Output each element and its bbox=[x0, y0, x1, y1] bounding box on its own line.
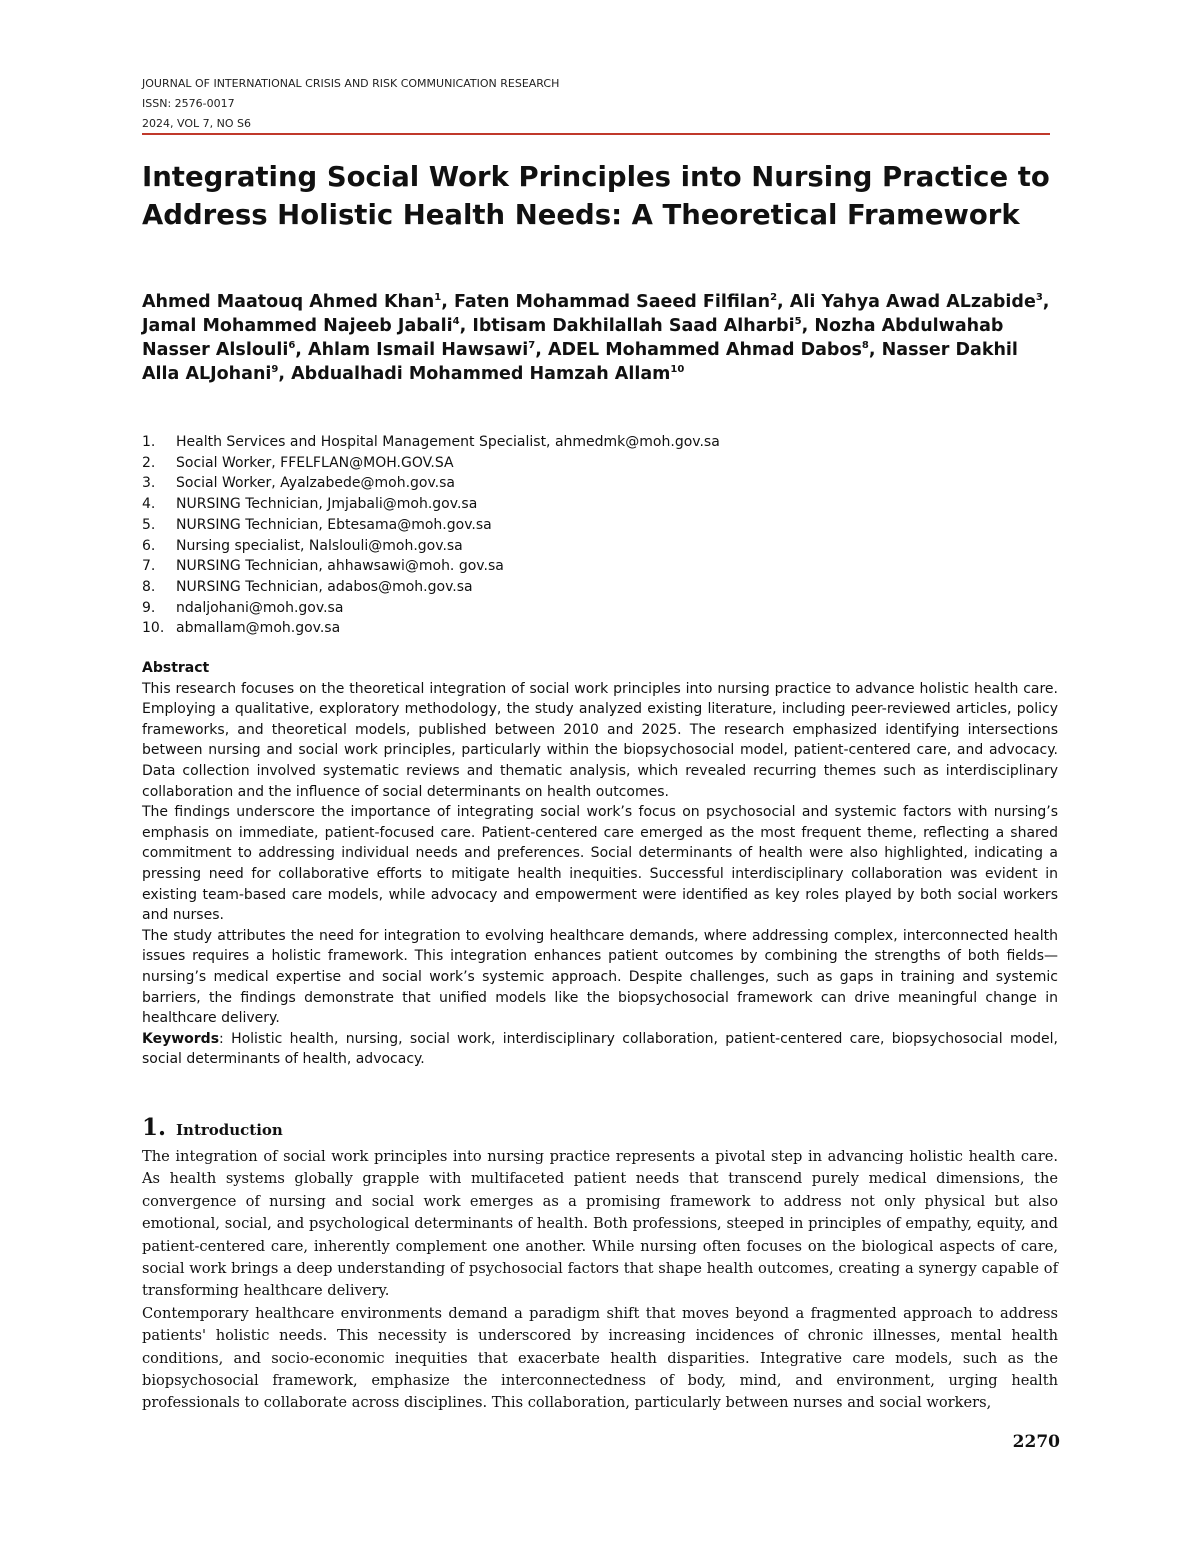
affiliation-text: abmallam@moh.gov.sa bbox=[176, 620, 341, 637]
affiliation-text: ndaljohani@moh.gov.sa bbox=[176, 599, 344, 616]
affiliation-number: 5. bbox=[142, 516, 156, 533]
affiliation-text: NURSING Technician, ahhawsawi@moh. gov.sa bbox=[176, 558, 504, 575]
author bbox=[142, 292, 441, 312]
affiliation-item bbox=[142, 598, 1050, 619]
author bbox=[454, 292, 777, 312]
author-affiliation-marker: 1 bbox=[434, 292, 442, 304]
author-name: Abdualhadi Mohammed Hamzah Allam bbox=[291, 364, 671, 384]
author bbox=[308, 340, 535, 360]
affiliation-item bbox=[142, 577, 1050, 598]
author bbox=[142, 316, 460, 336]
author-name: Jamal Mohammed Najeeb Jabali bbox=[142, 316, 453, 336]
affiliation-text: Health Services and Hospital Management Specialist, ahmedmk@moh.gov.sa bbox=[176, 434, 720, 450]
affiliation-item bbox=[142, 494, 1050, 515]
author bbox=[472, 316, 801, 336]
author-name: Nasser Dakhil Alla ALJohani bbox=[142, 340, 1018, 384]
author-name: Faten Mohammad Saeed Filfilan bbox=[453, 292, 771, 312]
affiliation-number: 2. bbox=[142, 454, 156, 471]
author-affiliation-marker: 5 bbox=[794, 316, 802, 328]
affiliation-item bbox=[142, 515, 1050, 536]
affiliation-text: NURSING Technician, Jmjabali@moh.gov.sa bbox=[176, 496, 478, 513]
journal-header bbox=[142, 74, 1050, 134]
affiliation-number: 4. bbox=[142, 496, 156, 513]
affiliation-item bbox=[142, 536, 1050, 557]
author-affiliation-marker: 7 bbox=[528, 340, 536, 352]
author-list: Ahmed Maatouq Ahmed Khan$^1$, Faten Mohammad Saeed Filfilan$^2$, Ali Yahya Awad ALzabide$^3$, Jamal Mohammed Najeeb Jabali$^4$, Ibtisam Dakhilallah Saad Alharbi$^5$, Nozha Abdulwahab Nasser Alslouli$^6$, Ahlam Ismail Hawsawi$^7$, ADEL Mohammed Ahmad Dabos$^8$, Nasser Dakhil Alla ALJohani$^9$, Abdualhadi Mohammed Hamzah Allam$^{10}$ bbox=[142, 292, 1050, 384]
author-name: Ibtisam Dakhilallah Saad Alharbi bbox=[472, 316, 795, 336]
journal-name: JOURNAL OF INTERNATIONAL CRISIS AND RISK COMMUNICATION RESEARCH bbox=[142, 77, 560, 90]
body-paragraph: Contemporary healthcare environments demand a paradigm shift that moves beyond a fragmented approach to address patients' holistic needs. This necessity is underscored by increasing incidences of chronic illnesses, mental health conditions, and socio-economic inequities that exacerbate health disparities. Integrative care models, such as the biopsychosocial framework, emphasize the interconnectedness of body, mind, and environment, urging health professionals to collaborate across disciplines. This collaboration, particularly between nurses and social workers, bbox=[142, 1304, 1058, 1412]
body-paragraph: The integration of social work principles into nursing practice represents a pivotal step in advancing holistic health care. As health systems globally grapple with multifaceted patient needs that transcend purely medical dimensions, the convergence of nursing and social work emerges as a promising framework to address not only physical but also emotional, social, and psychological determinants of health. Both professions, steeped in principles of empathy, equity, and patient-centered care, inherently complement one another. While nursing often focuses on the biological aspects of care, social work brings a deep understanding of psychosocial factors that shape health outcomes, creating a synergy capable of transforming healthcare delivery. bbox=[142, 1148, 1058, 1300]
abstract-section bbox=[142, 658, 1058, 1070]
affiliation-item bbox=[142, 618, 1050, 639]
affiliation-item bbox=[142, 432, 1050, 453]
affiliation-text: Social Worker, Ayalzabede@moh.gov.sa bbox=[176, 475, 455, 492]
section-number: 1. bbox=[142, 1114, 167, 1141]
section-title: Introduction bbox=[176, 1121, 283, 1139]
paper-title: Integrating Social Work Principles into Nursing Practice to Address Holistic Health Needs: A Theoretical Framework bbox=[142, 161, 1050, 231]
affiliation-number: 3. bbox=[142, 475, 156, 492]
keywords-text: : Holistic health, nursing, social work, interdisciplinary collaboration, patient-centered care, biopsychosocial model, social determinants of health, advocacy. bbox=[142, 1030, 1058, 1068]
affiliation-item bbox=[142, 453, 1050, 474]
author-affiliation-marker: 9 bbox=[271, 364, 279, 376]
affiliation-text: Nursing specialist, Nalslouli@moh.gov.sa bbox=[176, 537, 463, 554]
abstract-paragraph: The study attributes the need for integration to evolving healthcare demands, where addressing complex, interconnected health issues requires a holistic framework. This integration enhances patient outcomes by combining the strengths of both fields—nursing’s medical expertise and social work’s systemic approach. Despite challenges, such as gaps in training and systemic barriers, the findings demonstrate that unified models like the biopsychosocial framework can drive meaningful change in healthcare delivery. bbox=[142, 927, 1058, 1027]
abstract-heading: Abstract bbox=[142, 660, 210, 676]
affiliation-item bbox=[142, 556, 1050, 577]
affiliation-number: 7. bbox=[142, 558, 156, 575]
affiliation-number: 10. bbox=[142, 620, 165, 637]
section-heading bbox=[142, 1113, 1058, 1145]
keywords-label: Keywords bbox=[142, 1030, 220, 1047]
affiliation-number: 8. bbox=[142, 578, 156, 595]
author-affiliation-marker: 10 bbox=[670, 364, 685, 376]
affiliation-number: 6. bbox=[142, 537, 156, 554]
affiliation-item bbox=[142, 473, 1050, 494]
affiliation-text: NURSING Technician, adabos@moh.gov.sa bbox=[176, 578, 473, 595]
affiliation-number: 9. bbox=[142, 599, 156, 616]
abstract-paragraph: This research focuses on the theoretical integration of social work principles into nursing practice to advance holistic health care. Employing a qualitative, exploratory methodology, the study analyzed existing literature, including peer-reviewed articles, policy frameworks, and theoretical models, published between 2010 and 2025. The research emphasized identifying intersections between nursing and social work principles, particularly within the biopsychosocial model, patient-centered care, and advocacy. Data collection involved systematic reviews and thematic analysis, which revealed recurring themes such as interdisciplinary collaboration and the influence of social determinants on health outcomes. bbox=[142, 680, 1058, 800]
affiliation-text: NURSING Technician, Ebtesama@moh.gov.sa bbox=[176, 516, 492, 533]
abstract-paragraph: The findings underscore the importance of integrating social work’s focus on psychosocial and systemic factors with nursing’s emphasis on immediate, patient-focused care. Patient-centered care emerged as the most frequent theme, reflecting a shared commitment to addressing individual needs and preferences. Social determinants of health were also highlighted, indicating a pressing need for collaborative efforts to mitigate health inequities. Successful interdisciplinary collaboration was evident in existing team-based care models, while advocacy and empowerment were identified as key roles played by both social workers and nurses. bbox=[142, 804, 1058, 924]
keywords bbox=[142, 1029, 1058, 1070]
author-name: Ahlam Ismail Hawsawi bbox=[308, 340, 529, 360]
author-affiliation-marker: 8 bbox=[861, 340, 869, 352]
affiliation-number: 1. bbox=[142, 434, 156, 450]
introduction-section bbox=[142, 1113, 1058, 1415]
author-name: ADEL Mohammed Ahmad Dabos bbox=[547, 340, 862, 360]
author-name: Ahmed Maatouq Ahmed Khan bbox=[142, 292, 435, 312]
author-name: Ali Yahya Awad ALzabide bbox=[789, 292, 1036, 312]
page-number: 2270 bbox=[1012, 1432, 1060, 1452]
header-rule bbox=[142, 133, 1050, 135]
volume-info: 2024, VOL 7, NO S6 bbox=[142, 117, 251, 130]
author bbox=[790, 292, 1043, 312]
issn: ISSN: 2576-0017 bbox=[142, 97, 235, 110]
author-affiliation-marker: 3 bbox=[1035, 292, 1043, 304]
affiliation-text: Social Worker, FFELFLAN@MOH.GOV.SA bbox=[176, 454, 454, 471]
author-name: Nozha Abdulwahab Nasser Alslouli bbox=[142, 316, 1004, 360]
author bbox=[291, 364, 684, 384]
author-affiliation-marker: 4 bbox=[452, 316, 460, 328]
author-affiliation-marker: 2 bbox=[770, 292, 778, 304]
affiliation-list bbox=[142, 432, 1050, 639]
author-affiliation-marker: 6 bbox=[288, 340, 296, 352]
author bbox=[548, 340, 869, 360]
